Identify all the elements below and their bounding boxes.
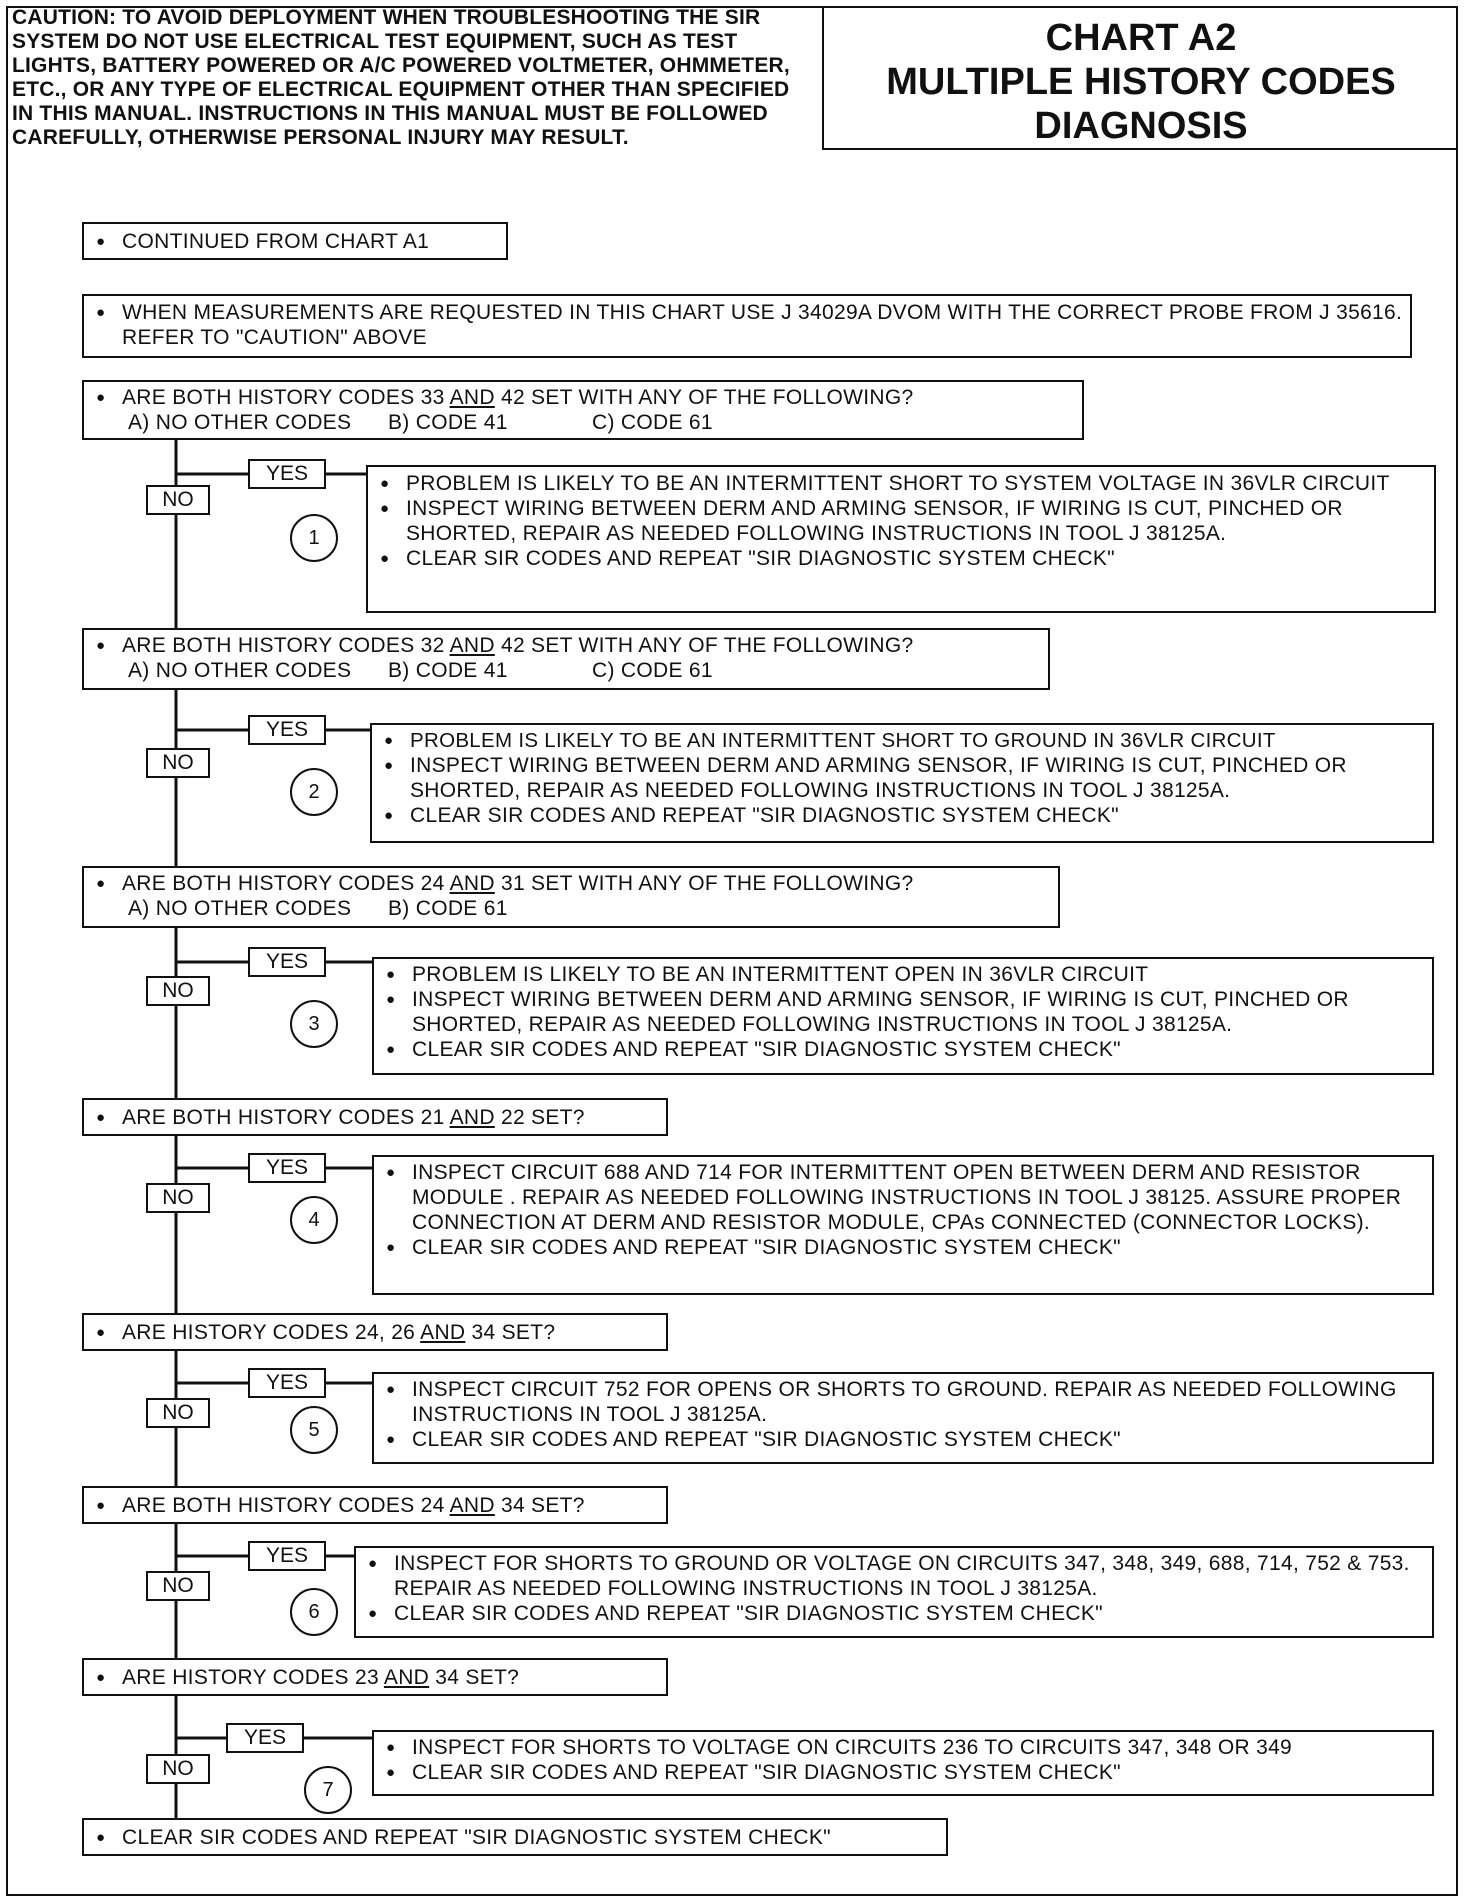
- yes-label-1: YES: [248, 459, 326, 489]
- question-4-text: ● ARE BOTH HISTORY CODES 21 AND 22 SET?: [84, 1105, 666, 1130]
- step-number-3: 3: [290, 1000, 338, 1048]
- question-3-options: A) NO OTHER CODES B) CODE 61: [128, 897, 508, 920]
- question-1-options: A) NO OTHER CODES B) CODE 41 C) CODE 61: [128, 411, 713, 434]
- diagnosis-2-a: ● PROBLEM IS LIKELY TO BE AN INTERMITTENT SHORT TO GROUND IN 36VLR CIRCUIT: [372, 728, 1432, 753]
- diagnosis-1-b: ● INSPECT WIRING BETWEEN DERM AND ARMING SENSOR, IF WIRING IS CUT, PINCHED OR SHORTED, REPAIR AS NEEDED FOLLOWING INSTRUCTIONS IN TOOL J 38125A.: [368, 496, 1434, 546]
- final-box: [82, 1818, 948, 1856]
- no-label-6: NO: [146, 1571, 210, 1601]
- diagnosis-1-c: ● CLEAR SIR CODES AND REPEAT "SIR DIAGNOSTIC SYSTEM CHECK": [368, 546, 1434, 571]
- diagnosis-2-b: ● INSPECT WIRING BETWEEN DERM AND ARMING SENSOR, IF WIRING IS CUT, PINCHED OR SHORTED, REPAIR AS NEEDED FOLLOWING INSTRUCTIONS IN TOOL J 38125A.: [372, 753, 1432, 803]
- diagnosis-3-box: [372, 957, 1434, 1075]
- no-label-4: NO: [146, 1183, 210, 1213]
- question-5-text: ● ARE HISTORY CODES 24, 26 AND 34 SET?: [84, 1320, 666, 1345]
- diagnosis-3-b: ● INSPECT WIRING BETWEEN DERM AND ARMING SENSOR, IF WIRING IS CUT, PINCHED OR SHORTED, REPAIR AS NEEDED FOLLOWING INSTRUCTIONS IN TOOL J 38125A.: [374, 987, 1432, 1037]
- diagnosis-6-b: ● CLEAR SIR CODES AND REPEAT "SIR DIAGNOSTIC SYSTEM CHECK": [356, 1601, 1432, 1626]
- diagnosis-5-b: ● CLEAR SIR CODES AND REPEAT "SIR DIAGNOSTIC SYSTEM CHECK": [374, 1427, 1432, 1452]
- title-line-1: CHART A2: [1045, 17, 1237, 59]
- diagnosis-5-a: ● INSPECT CIRCUIT 752 FOR OPENS OR SHORTS TO GROUND. REPAIR AS NEEDED FOLLOWING INSTRUCTIONS IN TOOL J 38125A.: [374, 1377, 1432, 1427]
- question-2-options: A) NO OTHER CODES B) CODE 41 C) CODE 61: [128, 659, 713, 682]
- title-line-3: DIAGNOSIS: [1034, 105, 1248, 147]
- question-6-box: [82, 1486, 668, 1524]
- diagnosis-1-a: ● PROBLEM IS LIKELY TO BE AN INTERMITTENT SHORT TO SYSTEM VOLTAGE IN 36VLR CIRCUIT: [368, 471, 1434, 496]
- question-1-text: ● ARE BOTH HISTORY CODES 33 AND 42 SET WITH ANY OF THE FOLLOWING?: [84, 385, 1082, 410]
- question-3-box: [82, 866, 1060, 928]
- diagnosis-4-b: ● CLEAR SIR CODES AND REPEAT "SIR DIAGNOSTIC SYSTEM CHECK": [374, 1235, 1432, 1260]
- yes-label-4: YES: [248, 1153, 326, 1183]
- diagnosis-6-box: [354, 1546, 1434, 1638]
- no-label-5: NO: [146, 1398, 210, 1428]
- no-label-1: NO: [146, 485, 210, 515]
- measurement-text: ● WHEN MEASUREMENTS ARE REQUESTED IN THIS CHART USE J 34029A DVOM WITH THE CORRECT PROBE FROM J 35616. REFER TO "CAUTION" ABOVE: [84, 300, 1410, 350]
- measurement-box: [82, 294, 1412, 358]
- continued-text: ● CONTINUED FROM CHART A1: [84, 229, 506, 254]
- question-1-box: [82, 380, 1084, 440]
- diagnosis-6-a: ● INSPECT FOR SHORTS TO GROUND OR VOLTAGE ON CIRCUITS 347, 348, 349, 688, 714, 752 & 753. REPAIR AS NEEDED FOLLOWING INSTRUCTIONS IN TOOL J 38125A.: [356, 1551, 1432, 1601]
- diagnosis-2-box: [370, 723, 1434, 843]
- diagnosis-7-b: ● CLEAR SIR CODES AND REPEAT "SIR DIAGNOSTIC SYSTEM CHECK": [374, 1760, 1432, 1785]
- step-number-7: 7: [304, 1766, 352, 1814]
- no-label-7: NO: [146, 1754, 210, 1784]
- diagnosis-7-box: [372, 1730, 1434, 1796]
- yes-label-6: YES: [248, 1541, 326, 1571]
- no-label-2: NO: [146, 748, 210, 778]
- title-line-2: MULTIPLE HISTORY CODES: [886, 61, 1396, 103]
- question-5-box: [82, 1313, 668, 1351]
- caution-text: CAUTION: TO AVOID DEPLOYMENT WHEN TROUBLESHOOTING THE SIR SYSTEM DO NOT USE ELECTRICAL TEST EQUIPMENT, SUCH AS TEST LIGHTS, BATTERY POWERED OR A/C POWERED VOLTMETER, OHMMETER, ETC., OR ANY TYPE OF ELECTRICAL EQUIPMENT OTHER THAN SPECIFIED IN THIS MANUAL. INSTRUCTIONS IN THIS MANUAL MUST BE FOLLOWED CAREFULLY, OTHERWISE PERSONAL INJURY MAY RESULT.: [12, 6, 790, 149]
- question-3-text: ● ARE BOTH HISTORY CODES 24 AND 31 SET WITH ANY OF THE FOLLOWING?: [84, 871, 1058, 896]
- diagnosis-5-box: [372, 1372, 1434, 1464]
- no-label-3: NO: [146, 976, 210, 1006]
- step-number-6: 6: [290, 1588, 338, 1636]
- diagnosis-4-a: ● INSPECT CIRCUIT 688 AND 714 FOR INTERMITTENT OPEN BETWEEN DERM AND RESISTOR MODULE . REPAIR AS NEEDED FOLLOWING INSTRUCTIONS IN TOOL J 38125. ASSURE PROPER CONNECTION AT DERM AND RESISTOR MODULE, CPAs CONNECTED (CONNECTOR LOCKS).: [374, 1160, 1432, 1235]
- yes-label-5: YES: [248, 1368, 326, 1398]
- diagnosis-3-a: ● PROBLEM IS LIKELY TO BE AN INTERMITTENT OPEN IN 36VLR CIRCUIT: [374, 962, 1432, 987]
- step-number-4: 4: [290, 1196, 338, 1244]
- question-7-text: ● ARE HISTORY CODES 23 AND 34 SET?: [84, 1665, 666, 1690]
- question-6-text: ● ARE BOTH HISTORY CODES 24 AND 34 SET?: [84, 1493, 666, 1518]
- question-7-box: [82, 1658, 668, 1696]
- step-number-2: 2: [290, 768, 338, 816]
- yes-label-3: YES: [248, 947, 326, 977]
- diagnosis-4-box: [372, 1155, 1434, 1295]
- chart-title: [822, 8, 1458, 150]
- final-text: ● CLEAR SIR CODES AND REPEAT "SIR DIAGNOSTIC SYSTEM CHECK": [84, 1825, 946, 1850]
- yes-label-2: YES: [248, 715, 326, 745]
- diagnosis-3-c: ● CLEAR SIR CODES AND REPEAT "SIR DIAGNOSTIC SYSTEM CHECK": [374, 1037, 1432, 1062]
- step-number-1: 1: [290, 514, 338, 562]
- question-2-text: ● ARE BOTH HISTORY CODES 32 AND 42 SET WITH ANY OF THE FOLLOWING?: [84, 633, 1048, 658]
- yes-label-7: YES: [226, 1723, 304, 1753]
- question-2-box: [82, 628, 1050, 690]
- diagnosis-7-a: ● INSPECT FOR SHORTS TO VOLTAGE ON CIRCUITS 236 TO CIRCUITS 347, 348 OR 349: [374, 1735, 1432, 1760]
- continued-box: [82, 222, 508, 260]
- diagnosis-1-box: [366, 465, 1436, 613]
- question-4-box: [82, 1098, 668, 1136]
- diagnosis-2-c: ● CLEAR SIR CODES AND REPEAT "SIR DIAGNOSTIC SYSTEM CHECK": [372, 803, 1432, 828]
- step-number-5: 5: [290, 1406, 338, 1454]
